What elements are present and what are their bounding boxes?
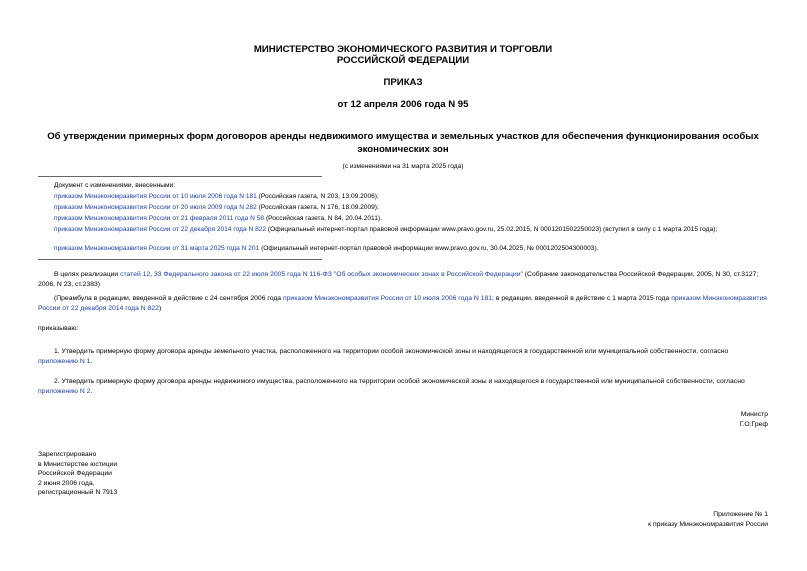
appendix-2-link[interactable]: приложению N 2	[38, 387, 91, 395]
amendment-source: (Официальный интернет-портал правовой информации www.pravo.gov.ru, 25.02.2015, N 0001201502250023) (вступил в силу с 1 марта 2015 года);	[266, 226, 718, 233]
preamble-note	[38, 294, 768, 313]
order-item-1	[38, 347, 768, 366]
divider-top	[38, 176, 322, 177]
amendment-item	[38, 203, 768, 212]
note-link-1[interactable]: приказом Минэкономразвития России от 10 июля 2006 года N 181	[282, 295, 493, 302]
amendment-link[interactable]: приказом Минэкономразвития России от 22 декабря 2014 года N 822	[54, 226, 267, 233]
ministry-line-1: МИНИСТЕРСТВО ЭКОНОМИЧЕСКОГО РАЗВИТИЯ И ТОРГОВЛИ	[253, 44, 553, 55]
registration-line: Зарегистрировано	[38, 451, 97, 458]
revision-note: (с изменениями на 31 марта 2025 года)	[342, 163, 464, 170]
registration-line: Российской Федерации	[38, 470, 112, 478]
order-word: приказываю:	[38, 325, 79, 332]
registration-line: в Министерстве юстиции	[38, 460, 118, 468]
amendment-source: (Российская газета, N 84, 20.04.2011).	[264, 215, 382, 222]
amendment-source: (Официальный интернет-портал правовой информации www.pravo.gov.ru, 30.04.2025, № 0001202504300003).	[259, 245, 599, 252]
note-text-end: )	[158, 304, 162, 312]
signature-position: Министр	[740, 411, 768, 418]
amendment-source: (Российская газета, N 176, 18.09.2009);	[256, 204, 379, 211]
item-2-end: .	[90, 387, 93, 395]
item-1-text: 1. Утвердить примерную форму договора аренды земельного участка, расположенного на территории особой экономической зоны и находящегося в государственной или муниципальной собственности, согласно	[54, 348, 729, 355]
registration-block	[38, 450, 768, 498]
preamble	[38, 270, 768, 289]
order-item-2	[38, 377, 768, 396]
amendment-link[interactable]: приказом Минэкономразвития России от 31 марта 2025 года N 201	[54, 245, 260, 252]
amendment-item	[38, 225, 768, 234]
registration-line: регистрационный N 7913	[38, 489, 118, 497]
appendix-number: Приложение № 1	[713, 511, 768, 518]
amendment-item	[38, 214, 768, 223]
amendment-link[interactable]: приказом Минэкономразвития России от 20 июля 2009 года N 282	[54, 204, 257, 211]
registration-line: 2 июня 2006 года,	[38, 479, 95, 487]
amendments-intro: Документ с изменениями, внесенными:	[54, 182, 176, 189]
note-text-mid: ; в редакции, введенной в действие с 1 марта 2015 года	[492, 295, 672, 302]
signature	[38, 410, 768, 429]
ministry-line-2: РОССИЙСКОЙ ФЕДЕРАЦИИ	[336, 55, 470, 66]
note-text: (Преамбула в редакции, введенной в действие с 24 сентября 2006 года	[54, 295, 283, 302]
amendment-link[interactable]: приказом Минэкономразвития России от 21 февраля 2011 года N 58	[54, 215, 265, 222]
doc-type: ПРИКАЗ	[383, 77, 423, 88]
law-link[interactable]: статей 12, 33 Федерального закона от 22 июля 2005 года N 116-ФЗ "Об особых экономических зонах в Российской Федерации"	[120, 271, 523, 278]
divider-bottom	[38, 259, 322, 260]
signature-name: Г.О.Греф	[739, 420, 768, 428]
amendment-item	[38, 192, 768, 201]
doc-date: от 12 апреля 2006 года N 95	[337, 99, 469, 110]
appendix-heading	[38, 510, 768, 529]
appendix-1-link[interactable]: приложению N 1	[38, 357, 91, 365]
doc-title: Об утверждении примерных форм договоров аренды недвижимого имущества и земельных участков для обеспечения функционирования особых экономических зон	[47, 131, 759, 155]
item-1-end: .	[90, 357, 93, 365]
amendment-item	[38, 244, 768, 253]
amendment-link[interactable]: приказом Минэкономразвития России от 10 июля 2006 года N 181	[54, 193, 257, 200]
note-link-2[interactable]: приказом Минэкономразвития России от 22 декабря 2014 года N 822	[38, 295, 767, 312]
preamble-text: В целях реализации	[54, 271, 121, 278]
preamble-source: (Собрание законодательства Российской Федерации, 2005, N 30, ст.3127; 2006, N 23, ст.2383)	[38, 271, 759, 288]
appendix-reference: к приказу Минэкономразвития России	[648, 520, 768, 528]
item-2-text: 2. Утвердить примерную форму договора аренды недвижимого имущества, расположенного на территории особой экономической зоны и находящегося в государственной или муниципальной собственности, согласно	[54, 378, 745, 385]
amendment-source: (Российская газета, N 203, 13.09.2006);	[256, 193, 379, 200]
ministry-heading	[38, 44, 768, 66]
